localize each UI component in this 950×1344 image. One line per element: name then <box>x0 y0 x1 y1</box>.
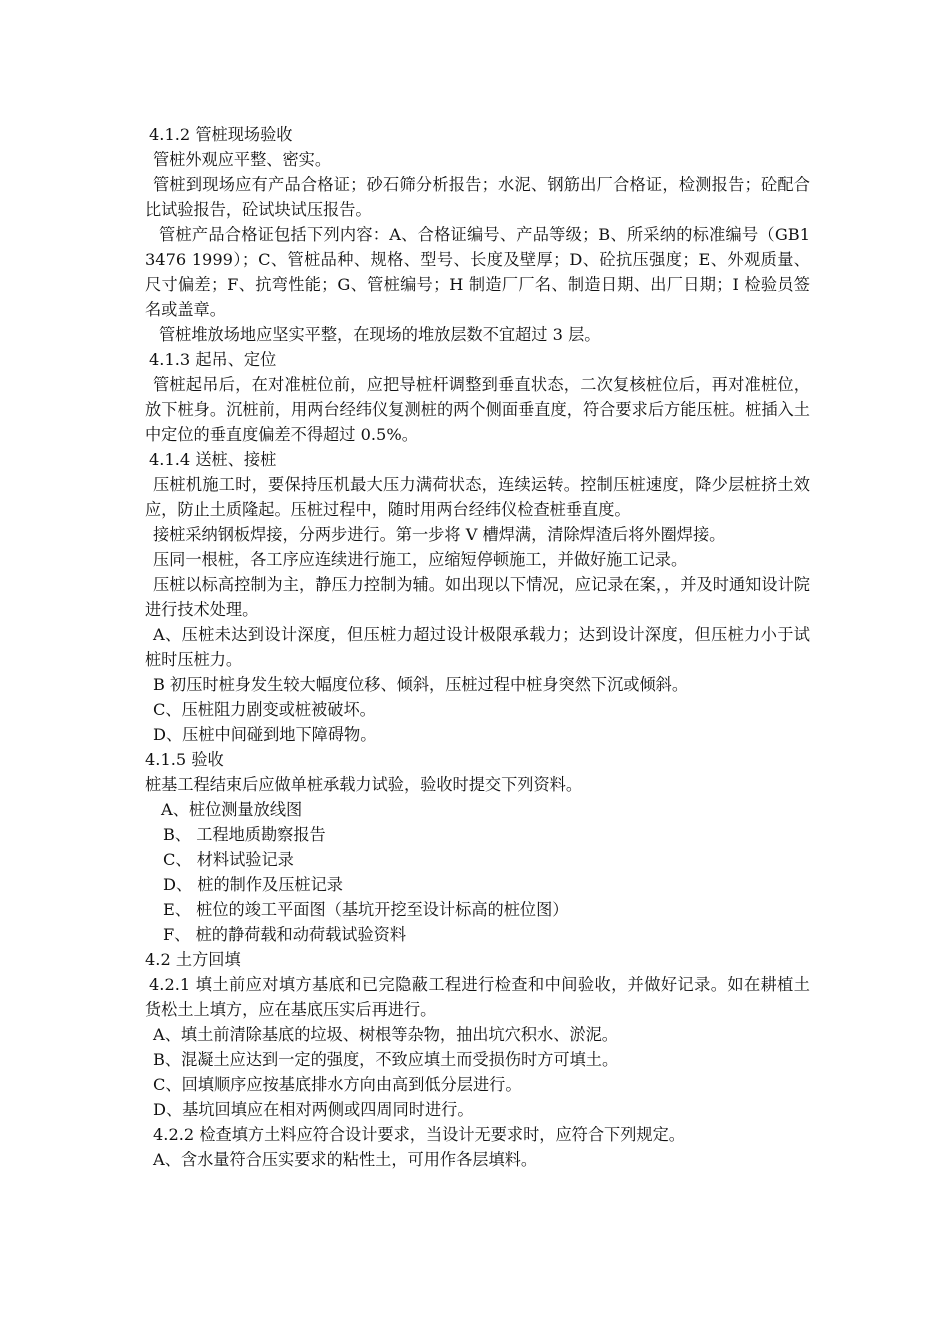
paragraph: 管桩到现场应有产品合格证；砂石筛分析报告；水泥、钢筋出厂合格证，检测报告；砼配合比试验报告，砼试块试压报告。 <box>145 175 810 219</box>
paragraph: 管桩产品合格证包括下列内容：A、合格证编号、产品等级；B、所采纳的标准编号（GB13476 1999）；C、管桩品种、规格、型号、长度及壁厚；D、砼抗压强度；E、外观质量、尺寸偏差；F、抗弯性能；G、管桩编号；H 制造厂厂名、制造日期、出厂日期；I 检验员签名或盖章。 <box>145 225 810 319</box>
section-heading-4-2: 4.2 土方回填 <box>145 950 241 969</box>
list-item: A、填土前清除基底的垃圾、树根等杂物，抽出坑穴积水、淤泥。 <box>153 1025 618 1044</box>
section-heading-4-1-4: 4.1.4 送桩、接桩 <box>149 450 277 469</box>
paragraph: 管桩堆放场地应坚实平整，在现场的堆放层数不宜超过 3 层。 <box>159 325 601 344</box>
list-item: A、压桩未达到设计深度，但压桩力超过设计极限承载力；达到设计深度，但压桩力小于试桩时压桩力。 <box>145 625 810 669</box>
paragraph: 管桩起吊后，在对准桩位前，应把导桩杆调整到垂直状态，二次复核桩位后，再对准桩位，放下桩身。沉桩前，用两台经纬仪复测桩的两个侧面垂直度，符合要求后方能压桩。桩插入土中定位的垂直度偏差不得超过 0.5%。 <box>145 375 810 444</box>
paragraph: 管桩外观应平整、密实。 <box>153 150 332 169</box>
paragraph: 压同一根桩，各工序应连续进行施工，应缩短停顿施工，并做好施工记录。 <box>153 550 688 569</box>
paragraph: 4.2.2 检查填方土料应符合设计要求，当设计无要求时，应符合下列规定。 <box>153 1125 685 1144</box>
list-item: F、 桩的静荷载和动荷载试验资料 <box>163 925 407 944</box>
list-item: D、基坑回填应在相对两侧或四周同时进行。 <box>153 1100 474 1119</box>
document-body <box>145 122 810 1172</box>
paragraph: 4.2.1 填土前应对填方基底和已完隐蔽工程进行检查和中间验收，并做好记录。如在耕植土货松土上填方，应在基底压实后再进行。 <box>145 975 810 1019</box>
paragraph: 接桩采纳钢板焊接，分两步进行。第一步将 V 槽焊满，清除焊渣后将外圈焊接。 <box>153 525 726 544</box>
list-item: B、混凝土应达到一定的强度，不致应填土而受损伤时方可填土。 <box>153 1050 619 1069</box>
paragraph: 桩基工程结束后应做单桩承载力试验，验收时提交下列资料。 <box>145 775 583 794</box>
list-item: C、回填顺序应按基底排水方向由高到低分层进行。 <box>153 1075 522 1094</box>
list-item: A、含水量符合压实要求的粘性土，可用作各层填料。 <box>153 1150 538 1169</box>
list-item: B、 工程地质勘察报告 <box>163 825 326 844</box>
list-item: A、桩位测量放线图 <box>161 800 303 819</box>
list-item: C、 材料试验记录 <box>163 850 294 869</box>
section-heading-4-1-3: 4.1.3 起吊、定位 <box>149 350 277 369</box>
list-item: E、 桩位的竣工平面图（基坑开挖至设计标高的桩位图） <box>163 900 569 919</box>
list-item: B 初压时桩身发生较大幅度位移、倾斜，压桩过程中桩身突然下沉或倾斜。 <box>153 675 689 694</box>
list-item: D、压桩中间碰到地下障碍物。 <box>153 725 377 744</box>
section-heading-4-1-2: 4.1.2 管桩现场验收 <box>149 125 293 144</box>
section-heading-4-1-5: 4.1.5 验收 <box>145 750 224 769</box>
list-item: C、压桩阻力剧变或桩被破坏。 <box>153 700 376 719</box>
paragraph: 压桩以标高控制为主，静压力控制为辅。如出现以下情况，应记录在案，，并及时通知设计院进行技术处理。 <box>145 575 810 619</box>
paragraph: 压桩机施工时，要保持压机最大压力满荷状态，连续运转。控制压桩速度，降少层桩挤土效应，防止土质隆起。压桩过程中，随时用两台经纬仪检查桩垂直度。 <box>145 475 810 519</box>
list-item: D、 桩的制作及压桩记录 <box>163 875 343 894</box>
